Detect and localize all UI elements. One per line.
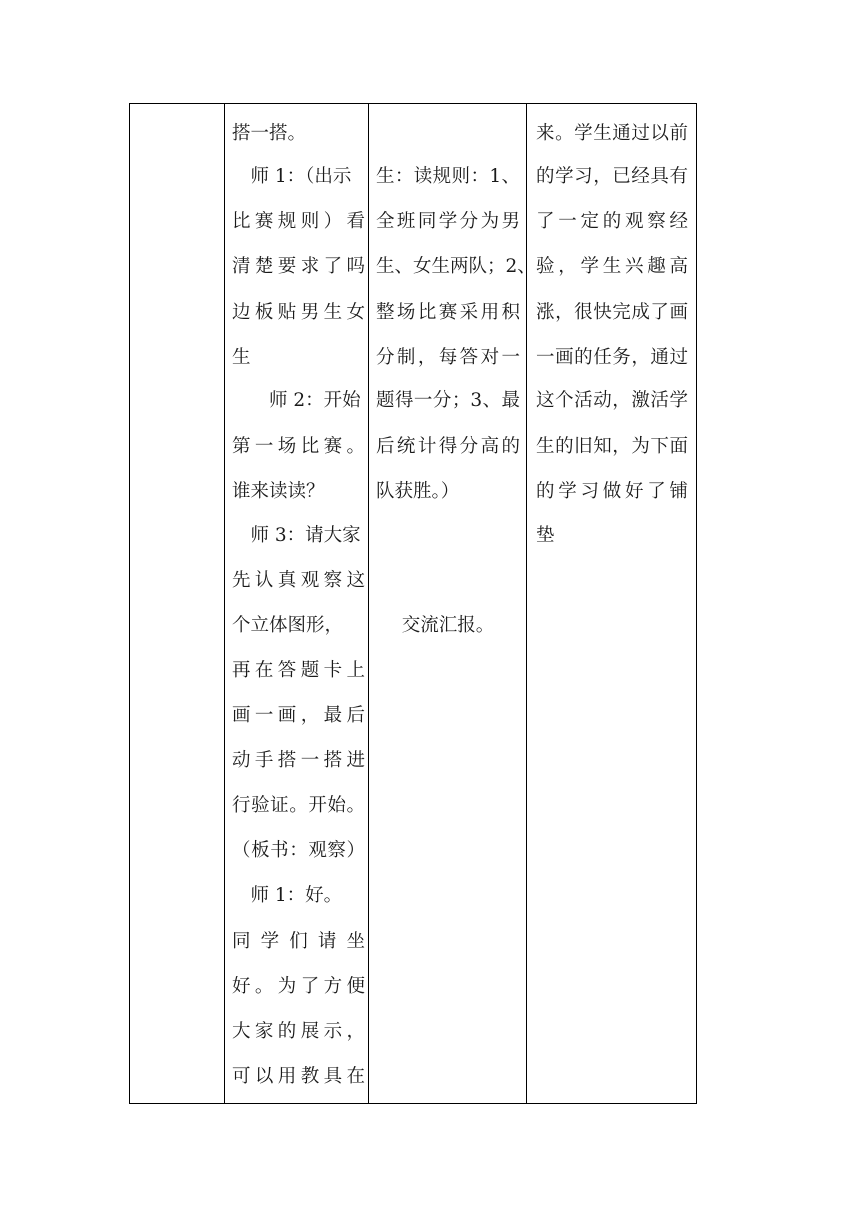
- text-line: 画一画，最后: [232, 705, 365, 726]
- text-line: 第一场比赛。: [232, 436, 365, 457]
- text-line: 先认真观察这: [232, 570, 365, 591]
- text-line: 的学习，已经具有: [536, 166, 688, 187]
- text-line: 生的旧知，为下面: [536, 436, 688, 457]
- text-line: 可以用教具在: [232, 1066, 365, 1087]
- text-line: （板书：观察）: [232, 840, 365, 861]
- text-line: 的学习做好了铺: [536, 481, 688, 502]
- text-line: 生：读规则：1、: [376, 166, 520, 187]
- text-line: 动手搭一搭进: [232, 750, 365, 771]
- text-line: 一画的任务，通过: [536, 347, 688, 368]
- text-line: 了一定的观察经: [536, 211, 688, 232]
- text-line: 来。学生通过以前: [536, 123, 688, 144]
- table-column-student-activity: [369, 104, 536, 1103]
- table-column-teacher-activity: [225, 104, 369, 1103]
- text-line: 整场比赛采用积: [376, 302, 520, 323]
- text-line: 行验证。开始。: [232, 795, 365, 816]
- text-line: 搭一搭。: [232, 123, 307, 144]
- table-column-design-intent: [527, 104, 696, 1103]
- text-line: 大家的展示，: [232, 1021, 365, 1042]
- text-line: 同 学 们 请 坐: [232, 931, 365, 952]
- text-line: 生、女生两队；2、: [376, 256, 536, 277]
- text-line: 师 2：开始: [232, 390, 361, 411]
- text-line: 师 1：（出示: [232, 166, 352, 187]
- text-line: 队获胜。）: [376, 481, 460, 502]
- text-line: 题得一分；3、最: [376, 390, 520, 411]
- text-line: 交流汇报。: [401, 615, 495, 636]
- text-line: 谁来读读？: [232, 481, 325, 502]
- text-line: 涨，很快完成了画: [536, 302, 688, 323]
- text-line: 个立体图形，: [232, 615, 344, 636]
- text-line: 分制，每答对一: [376, 347, 520, 368]
- text-line: 这个活动，激活学: [536, 390, 688, 411]
- text-line: 再在答题卡上: [232, 660, 365, 681]
- text-line: 师 1：好。: [232, 885, 343, 906]
- text-line: 垫: [536, 525, 555, 546]
- text-line: 清楚要求了吗: [232, 256, 365, 277]
- text-line: 验，学生兴趣高: [536, 256, 688, 277]
- text-line: 边板贴男生女: [232, 302, 365, 323]
- text-line: 后统计得分高的: [376, 436, 520, 457]
- text-line: 生: [232, 347, 251, 368]
- table-column-stage: [130, 104, 225, 1103]
- text-line: 比赛规则）看: [232, 211, 365, 232]
- lesson-plan-table: [129, 103, 697, 1104]
- text-line: 师 3：请大家: [232, 525, 361, 546]
- text-line: 好。为了方便: [232, 976, 365, 997]
- text-line: 全班同学分为男: [376, 211, 520, 232]
